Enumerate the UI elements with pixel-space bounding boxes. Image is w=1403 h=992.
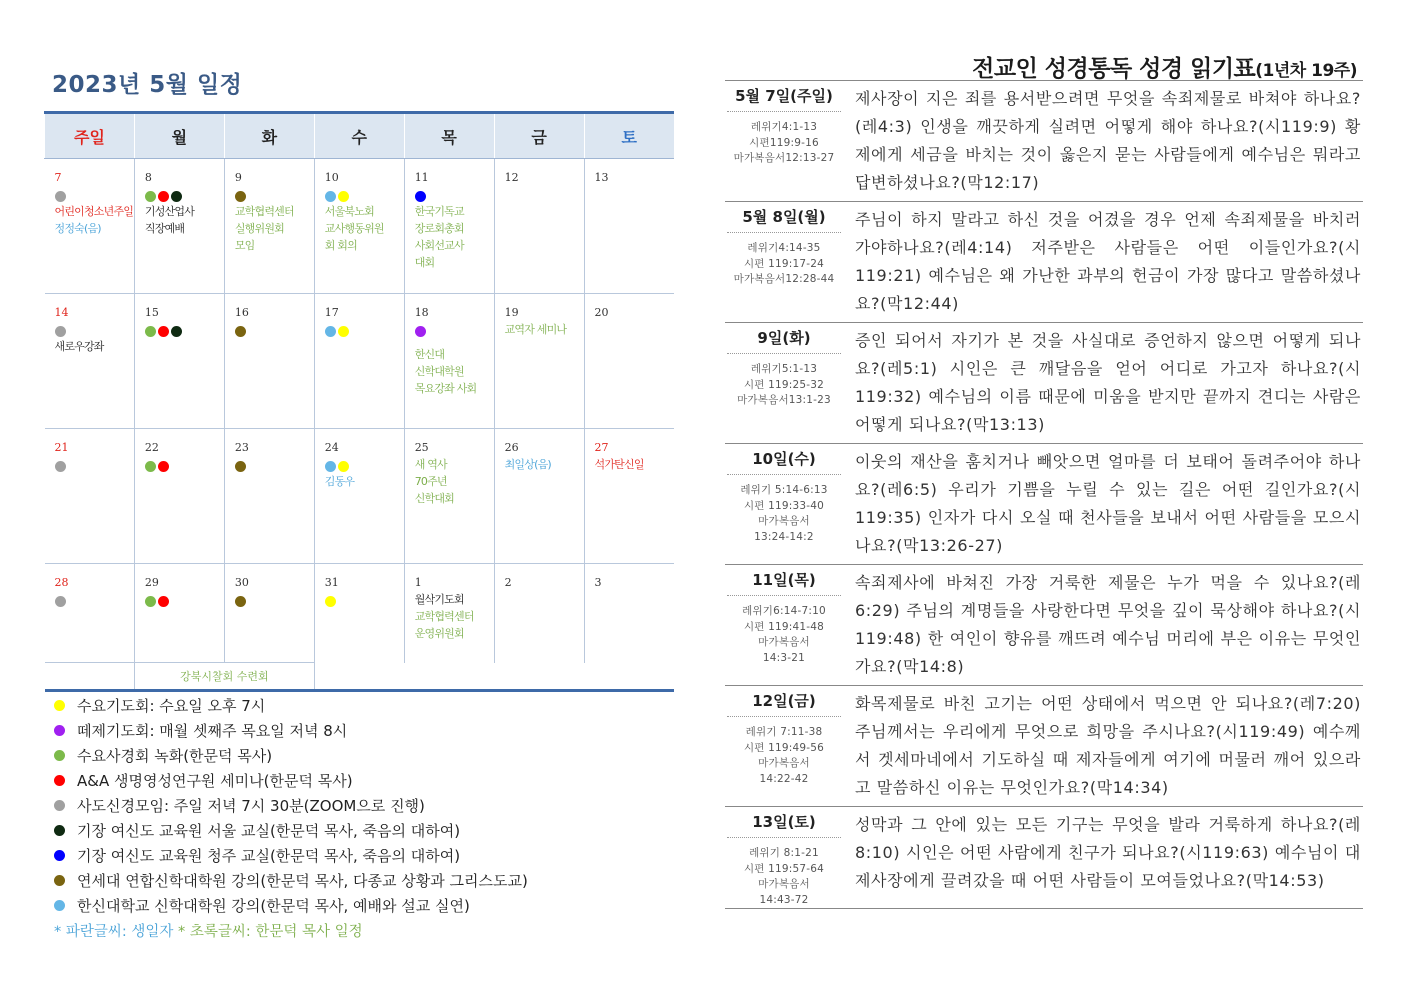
reading-reference: 마가복음서13:1-23 — [737, 394, 831, 406]
day-number: 30 — [234, 576, 249, 589]
event-text: 정정숙(음) — [54, 222, 101, 235]
event-text: 김동우 — [324, 475, 355, 488]
event-dots — [55, 457, 134, 473]
day-number: 3 — [594, 576, 602, 589]
event-text: 모임 — [234, 239, 255, 252]
legend-item — [54, 893, 674, 918]
event-text: 어린이청소년주일 — [54, 205, 134, 218]
event-dots — [325, 187, 404, 203]
legend-dot-purple — [54, 725, 65, 736]
reading-date-col — [725, 807, 843, 908]
event-dot-red — [158, 461, 169, 472]
event-dot-green — [145, 326, 156, 337]
event-text: 대회 — [414, 256, 435, 269]
event-text: 장로회총회 — [414, 222, 464, 235]
weekday-header-sat: 토 — [584, 113, 674, 159]
event-dot-green — [145, 191, 156, 202]
legend-dot-gray — [54, 800, 65, 811]
event-dots — [145, 457, 224, 473]
calendar — [44, 111, 674, 692]
legend-item — [54, 793, 674, 818]
reading-reference: 레위기 5:14-6:13 — [740, 484, 828, 496]
event-dots — [415, 187, 494, 203]
day-number: 11 — [414, 171, 429, 184]
retreat-event: 강북시찰회 수련회 — [134, 663, 314, 691]
calendar-day-cell — [134, 159, 224, 294]
event-dot-cyan — [325, 191, 336, 202]
day-number: 28 — [54, 576, 69, 589]
reading-reference: 시편 119:17-24 — [743, 257, 825, 270]
calendar-day-cell — [224, 294, 314, 429]
reading-reference: 14:22-42 — [759, 772, 809, 785]
legend-item — [54, 768, 674, 793]
calendar-day-cell — [134, 564, 224, 663]
reading-date: 11일(목) — [727, 565, 841, 596]
day-number: 19 — [504, 306, 519, 319]
reading-reference: 마가복음서 — [758, 515, 810, 527]
weekday-header-thu: 목 — [404, 113, 494, 159]
event-dots — [325, 457, 404, 473]
event-dots — [235, 457, 314, 473]
calendar-day-cell — [134, 429, 224, 564]
event-dots — [235, 187, 314, 203]
reading-references — [725, 483, 843, 545]
weekday-header-fri: 금 — [494, 113, 584, 159]
day-number: 24 — [324, 441, 339, 454]
event-dot-gray — [55, 326, 66, 337]
day-number: 14 — [54, 306, 69, 319]
reading-reference: 마가복음서 — [758, 636, 810, 648]
event-dots — [55, 322, 134, 338]
legend-item — [54, 718, 674, 743]
event-dots — [55, 592, 134, 608]
event-text: 70주년 — [414, 475, 447, 488]
reading-row — [725, 444, 1363, 565]
event-dot-red — [158, 191, 169, 202]
event-text: 새 역사 — [414, 458, 447, 471]
event-text: 신학대학원 — [414, 365, 464, 378]
legend-text: 기장 여신도 교육원 청주 교실(한문덕 목사, 죽음의 대하여) — [77, 847, 461, 865]
reading-reference: 레위기 8:1-21 — [749, 847, 819, 859]
reading-reference: 레위기5:1-13 — [750, 363, 818, 375]
calendar-day-cell — [134, 294, 224, 429]
event-dots — [235, 322, 314, 338]
calendar-day-cell — [584, 294, 674, 429]
reading-date: 5월 7일(주일) — [727, 81, 841, 112]
legend-text: 떼제기도회: 매월 셋째주 목요일 저녁 8시 — [77, 722, 348, 740]
reading-date-col — [725, 686, 843, 806]
legend-text: 수요기도회: 수요일 오후 7시 — [77, 697, 266, 715]
event-text: 최일상(음) — [504, 458, 551, 471]
reading-row — [725, 686, 1363, 807]
event-dot-olive — [235, 326, 246, 337]
event-text: 직장예배 — [144, 222, 185, 235]
reading-questions: 이웃의 재산을 훔치거나 빼앗으면 얼마를 더 보태어 돌려주어야 하나요?(레6:5) 우리가 기쁨을 누릴 수 있는 길은 어떤 길인가요?(시119:35) 인자가 다시 오실 때 천사들을 보내서 어떤 사람들을 모으시나요?(막13:26-27) — [855, 452, 1361, 555]
calendar-day-cell — [314, 564, 404, 663]
event-dots — [235, 592, 314, 608]
event-dot-yellow — [325, 596, 336, 607]
reading-reference: 시편119:9-16 — [749, 136, 819, 149]
event-dot-yellow — [338, 191, 349, 202]
day-number: 12 — [504, 171, 519, 184]
day-number: 27 — [594, 441, 609, 454]
calendar-day-cell — [494, 564, 584, 663]
day-number: 29 — [144, 576, 159, 589]
event-text: 서울북노회 — [324, 205, 374, 218]
day-number: 9 — [234, 171, 242, 184]
reading-questions: 화목제물로 바친 고기는 어떤 상태에서 먹으면 안 되나요?(레7:20) 주님께서는 우리에게 무엇으로 희망을 주시나요?(시119:49) 예수께서 겟세마네에서 기도하실 때 제자들에게 여기에 머물러 깨어 있으라고 말씀하신 이유는 무엇인가요?(막14:34) — [855, 694, 1361, 797]
event-dots — [415, 322, 494, 338]
event-text: 목요강좌 사회 — [414, 382, 477, 395]
reading-reference: 시편 119:33-40 — [743, 499, 825, 512]
day-number: 7 — [54, 171, 62, 184]
day-number: 13 — [594, 171, 609, 184]
event-text: 교학협력센터 — [234, 205, 294, 218]
day-number: 17 — [324, 306, 339, 319]
reading-date-col — [725, 81, 843, 201]
weekday-header-mon: 월 — [134, 113, 224, 159]
day-number: 18 — [414, 306, 429, 319]
reading-table — [725, 80, 1363, 909]
day-number: 26 — [504, 441, 519, 454]
reading-date: 12일(금) — [727, 686, 841, 717]
event-text: 석가탄신일 — [594, 458, 644, 471]
reading-references — [725, 604, 843, 666]
reading-reference: 레위기6:14-7:10 — [742, 605, 826, 617]
reading-reference: 마가복음서12:28-44 — [733, 273, 835, 285]
reading-reference: 레위기4:1-13 — [750, 121, 818, 133]
reading-reference: 마가복음서12:13-27 — [733, 152, 835, 164]
reading-questions: 속죄제사에 바쳐진 가장 거룩한 제물은 누가 먹을 수 있나요?(레6:29) 주님의 계명들을 사랑한다면 무엇을 깊이 묵상해야 하나요?(시119:48) 한 여인이 향유를 깨뜨려 예수님 머리에 부은 이유는 무엇인가요?(막14:8) — [855, 573, 1361, 676]
weekday-header-sun: 주일 — [45, 113, 135, 159]
reading-reference: 13:24-14:2 — [754, 530, 814, 543]
reading-questions: 주님이 하지 말라고 하신 것을 어겼을 경우 언제 속죄제물을 바치러 가야하나요?(레4:14) 저주받은 사람들은 어떤 이들인가요?(시119:21) 예수님은 왜 가난한 과부의 헌금이 가장 많다고 말씀하셨나요?(막12:44) — [855, 210, 1361, 313]
legend-item — [54, 843, 674, 868]
calendar-day-cell — [45, 429, 135, 564]
reading-references — [725, 241, 843, 288]
event-dot-cyan — [325, 461, 336, 472]
reading-date-col — [725, 323, 843, 443]
legend-dot-cyan — [54, 900, 65, 911]
day-number: 31 — [324, 576, 339, 589]
reading-date-col — [725, 565, 843, 685]
legend-dot-black — [54, 825, 65, 836]
weekday-header-wed: 수 — [314, 113, 404, 159]
legend-item — [54, 818, 674, 843]
reading-questions: 성막과 그 안에 있는 모든 기구는 무엇을 발라 거룩하게 하나요?(레8:10) 시인은 어떤 사람에게 친구가 되나요?(시119:63) 예수님이 대제사장에게 끌려갔을 때 어떤 사람들이 모여들었나요?(막14:53) — [855, 815, 1361, 890]
legend-dot-yellow — [54, 700, 65, 711]
reading-row — [725, 565, 1363, 686]
day-number: 23 — [234, 441, 249, 454]
reading-references — [725, 362, 843, 409]
event-dots — [325, 592, 404, 608]
day-number: 25 — [414, 441, 429, 454]
calendar-day-cell — [314, 429, 404, 564]
calendar-day-cell — [584, 429, 674, 564]
event-text: 새로우강좌 — [54, 340, 104, 353]
calendar-body — [45, 159, 675, 691]
calendar-day-cell — [314, 159, 404, 294]
reading-date: 9일(화) — [727, 323, 841, 354]
calendar-day-cell — [404, 294, 494, 429]
event-dot-gray — [55, 461, 66, 472]
legend-dot-green — [54, 750, 65, 761]
calendar-day-cell — [404, 429, 494, 564]
event-text: 회 회의 — [324, 239, 357, 252]
calendar-day-cell — [584, 159, 674, 294]
day-number: 16 — [234, 306, 249, 319]
event-dot-green — [145, 596, 156, 607]
reading-row — [725, 81, 1363, 202]
event-dot-gray — [55, 596, 66, 607]
legend-item — [54, 743, 674, 768]
legend-item — [54, 868, 674, 893]
reading-row — [725, 202, 1363, 323]
reading-reference: 시편 119:49-56 — [743, 741, 825, 754]
reading-row — [725, 323, 1363, 444]
calendar-day-cell — [404, 564, 494, 663]
day-number: 1 — [414, 576, 422, 589]
event-text: 운영위원회 — [414, 627, 464, 640]
reading-title-sub: (1년차 19주) — [1255, 61, 1357, 81]
reading-reference: 시편 119:25-32 — [743, 378, 825, 391]
legend-note-pastor: * 초록글씨: 한문덕 목사 일정 — [173, 923, 363, 940]
event-text — [415, 338, 494, 346]
event-dot-yellow — [338, 326, 349, 337]
event-text: 교학협력센터 — [414, 610, 474, 623]
reading-date-col — [725, 444, 843, 564]
reading-reference: 시편 119:57-64 — [743, 862, 825, 875]
event-text: 교사행동위원 — [324, 222, 384, 235]
legend-note-birthday: * 파란글씨: 생일자 — [54, 923, 174, 940]
legend-text: 수요사경회 녹화(한문덕 목사) — [77, 747, 273, 765]
reading-date: 13일(토) — [727, 807, 841, 838]
retreat-empty-cell — [314, 663, 674, 691]
legend-text: 기장 여신도 교육원 서울 교실(한문덕 목사, 죽음의 대하여) — [77, 822, 461, 840]
legend-item — [54, 693, 674, 718]
weekday-header-tue: 화 — [224, 113, 314, 159]
reading-references — [725, 846, 843, 908]
event-dots — [145, 592, 224, 608]
reading-reference: 14:43-72 — [759, 893, 809, 906]
reading-reference: 레위기 7:11-38 — [745, 726, 823, 738]
calendar-week — [45, 564, 675, 663]
event-dots — [55, 187, 134, 203]
reading-date: 5월 8일(월) — [727, 202, 841, 233]
day-number: 2 — [504, 576, 512, 589]
event-dot-black — [171, 326, 182, 337]
event-text: 사회선교사 — [414, 239, 464, 252]
event-dots — [145, 187, 224, 203]
event-dot-red — [158, 596, 169, 607]
event-dot-olive — [235, 461, 246, 472]
event-dot-blue — [415, 191, 426, 202]
calendar-day-cell — [494, 294, 584, 429]
event-text: 교역자 세미나 — [504, 323, 567, 336]
event-text: 실행위원회 — [234, 222, 284, 235]
event-text: 한국기독교 — [414, 205, 464, 218]
day-number: 21 — [54, 441, 69, 454]
calendar-day-cell — [45, 294, 135, 429]
reading-date: 10일(수) — [727, 444, 841, 475]
event-text: 기성산업사 — [144, 205, 195, 218]
legend-dot-blue — [54, 850, 65, 861]
reading-references — [725, 725, 843, 787]
calendar-week — [45, 159, 675, 294]
calendar-day-cell — [224, 159, 314, 294]
calendar-day-cell — [404, 159, 494, 294]
day-number: 10 — [324, 171, 339, 184]
calendar-day-cell — [45, 159, 135, 294]
reading-questions: 제사장이 지은 죄를 용서받으려면 무엇을 속죄제물로 바쳐야 하나요?(레4:3) 인생을 깨끗하게 실려면 어떻게 해야 하나요?(시119:9) 황제에게 세금을 바치는 것이 옳은지 묻는 사람들에게 예수님은 뭐라고 답변하셨나요?(막12:17) — [855, 89, 1361, 192]
reading-row — [725, 807, 1363, 909]
legend-dot-red — [54, 775, 65, 786]
reading-reference: 14:3-21 — [762, 651, 806, 664]
reading-reference: 시편 119:41-48 — [743, 620, 825, 633]
calendar-title: 2023년 5월 일정 — [52, 72, 243, 98]
retreat-row — [45, 663, 675, 691]
calendar-week — [45, 294, 675, 429]
event-dot-black — [171, 191, 182, 202]
legend — [54, 693, 674, 942]
event-dot-red — [158, 326, 169, 337]
reading-reference: 마가복음서 — [758, 878, 810, 890]
retreat-empty-cell — [45, 663, 135, 691]
calendar-day-cell — [494, 429, 584, 564]
reading-date-col — [725, 202, 843, 322]
event-dot-green — [145, 461, 156, 472]
calendar-day-cell — [224, 564, 314, 663]
event-dot-olive — [235, 191, 246, 202]
event-dot-cyan — [325, 326, 336, 337]
reading-reference: 마가복음서 — [758, 757, 810, 769]
reading-title-main: 전교인 성경통독 성경 읽기표 — [972, 56, 1256, 82]
event-dot-yellow — [338, 461, 349, 472]
event-text: 신학대회 — [414, 492, 454, 505]
reading-title — [972, 50, 1357, 83]
event-dot-purple — [415, 326, 426, 337]
legend-note — [54, 918, 674, 942]
legend-text: 사도신경모임: 주일 저녁 7시 30분(ZOOM으로 진행) — [77, 797, 425, 815]
event-text: 월삭기도회 — [414, 593, 464, 606]
day-number: 20 — [594, 306, 609, 319]
calendar-day-cell — [45, 564, 135, 663]
calendar-day-cell — [494, 159, 584, 294]
event-dot-olive — [235, 596, 246, 607]
reading-questions: 증인 되어서 자기가 본 것을 사실대로 증언하지 않으면 어떻게 되나요?(레5:1) 시인은 큰 깨달음을 얻어 어디로 가고자 하나요?(시119:32) 예수님의 이름 때문에 미움을 받지만 끝까지 견디는 사람은 어떻게 되나요?(막13:13) — [855, 331, 1361, 434]
calendar-table — [44, 111, 674, 692]
event-text: 한신대 — [414, 348, 445, 361]
day-number: 8 — [144, 171, 152, 184]
calendar-day-cell — [584, 564, 674, 663]
legend-text: A&A 생명영성연구원 세미나(한문덕 목사) — [77, 772, 353, 790]
event-dots — [325, 322, 404, 338]
calendar-day-cell — [314, 294, 404, 429]
legend-text: 연세대 연합신학대학원 강의(한문덕 목사, 다종교 상황과 그리스도교) — [77, 872, 528, 890]
legend-text: 한신대학교 신학대학원 강의(한문덕 목사, 예배와 설교 실연) — [77, 897, 470, 915]
event-dots — [145, 322, 224, 338]
event-dot-gray — [55, 191, 66, 202]
calendar-week — [45, 429, 675, 564]
reading-references — [725, 120, 843, 167]
calendar-day-cell — [224, 429, 314, 564]
day-number: 15 — [144, 306, 159, 319]
day-number: 22 — [144, 441, 159, 454]
legend-dot-olive — [54, 875, 65, 886]
reading-reference: 레위기4:14-35 — [747, 242, 821, 254]
